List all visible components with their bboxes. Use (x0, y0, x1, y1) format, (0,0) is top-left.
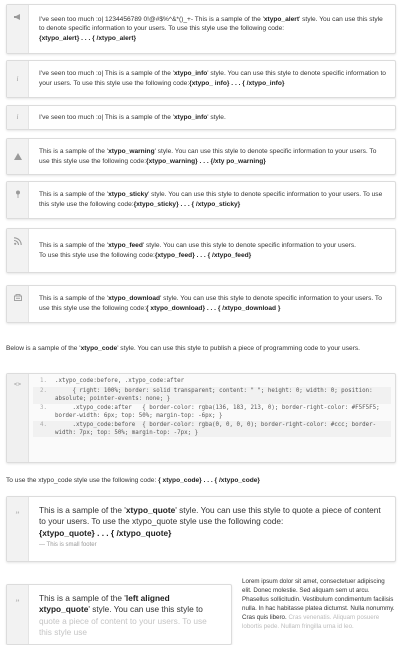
feed-code: {xtypo_feed} . . . { /xtypo_feed} (154, 251, 252, 259)
info-text: I've seen too much :o| This is a sample of the 'xtypo_info' style. You can use this style to denote specific information to your users. To use this style use the following code:{xtypo_ info} . . . { /xtypo_info} (39, 70, 386, 87)
code-intro: Below is a sample of the 'xtypo_code' style. You can use this style to publish a piece of programming code to your users. (6, 345, 361, 352)
download-box (6, 285, 396, 323)
megaphone-icon (7, 5, 29, 53)
left-quote-text: This is a sample of the 'left aligned xtypo_quote' style. You can use this style to quote a piece of content to your users. To use this style use (39, 593, 207, 638)
download-code: { xtypo_download} . . . { /xtypo_download } (146, 305, 281, 312)
quote-box (6, 496, 396, 562)
code-line (33, 421, 391, 438)
feed-box (6, 228, 396, 273)
warning-code: {xtypo_warning} . . . {/xty po_warning} (146, 157, 266, 165)
left-quote-box (6, 584, 232, 645)
warning-box (6, 138, 396, 175)
info-box (6, 60, 396, 98)
info-code: {xtypo_ info} . . . { /xtypo_info} (189, 80, 285, 87)
code-block (6, 373, 396, 463)
code-line (33, 387, 391, 404)
quote-footer: — This is small footer (39, 542, 97, 549)
alert-text: I've seen too much :o| 1234456789 0!@#$%^&*()_+- This is a sample of the 'xtypo_alert' style. You can use this style to denote specific information to your users. To use this style use the following code: {xtypo_alert} . . . { /xtypo_alert} (39, 15, 383, 42)
quote-text: This is a sample of the 'xtypo_quote' style. You can use this style to quote a piece of content to your users. To use the xtypo_quote style use the following code: {xtypo_quote} . . . { /xtypo_quote} — This is small footer (29, 497, 395, 561)
alert-box (6, 4, 396, 54)
code-line-number: 4. (40, 421, 47, 428)
code-line-text: .xtypo_code:after { border-color: rgba(136, 183, 213, 0); border-right-color: #F5F5F5; border-width: 6px; top: 50%; margin-top: -6px; } (55, 404, 384, 420)
lorem-text: Lorem ipsum dolor sit amet, consectetuer adipiscing elit. Donec molestie. Sed aliquam sem ut arcu. Phasellus sollicitudin. Vestibulum condimentum facilisis nulla. In hac habitasse platea dictumst. Nulla nonummy. Cras quis libero. Cras venenatis. Aliquam posuere lobortis pede. Nullam fringilla urna id leo. (242, 578, 395, 630)
code-lines (29, 374, 395, 462)
sticky-box (6, 181, 396, 219)
code-line-number: 2. (40, 388, 47, 394)
code-icon: <> (7, 374, 29, 462)
sticky-code: {xtypo_sticky} . . . { /xtypo_sticky} (133, 201, 241, 208)
alert-code: {xtypo_alert} . . . { /xtypo_alert} (39, 34, 137, 42)
code-line-number: 3. (40, 404, 47, 411)
download-icon (7, 286, 29, 322)
code-line-number: 1. (40, 378, 47, 384)
info-box-short (6, 105, 396, 130)
code-usage: To use the xtypo_code style use the following code: { xtypo_code} . . . { /xtypo_code} (6, 477, 260, 484)
warning-text: This is a sample of the 'xtypo_warning' style. You can use this style to denote specific information to your users. To use this style use the following code:{xtypo_warning} . . . {/xty po_warning} (39, 147, 377, 165)
code-line-text: .xtypo_code:before { border-color: rgba(0, 0, 0, 0); border-right-color: #ccc; border-width: 7px; top: 50%; margin-top: -7px; } (55, 421, 377, 436)
code-line-text: .xtypo_code:before, .xtypo_code:after (55, 378, 185, 384)
code-line (33, 404, 391, 421)
feed-text: This is a sample of the 'xtypo_feed' style. You can use this style to denote specific information to your users. To use this style use the following code:{xtypo_feed} . . . { /xtypo_feed} (39, 241, 356, 259)
pin-icon (7, 182, 29, 218)
code-line-text: { right: 100%; border: solid transparent; content: " "; height: 0; width: 0; position: absolute; pointer-events: none; } (55, 388, 377, 403)
code-line (33, 377, 391, 387)
quote-code: {xtypo_quote} . . . { /xtypo_quote} (39, 527, 172, 538)
sticky-text: This is a sample of the 'xtypo_sticky' style. You can use this style to denote specific information to your users. To use this style use the following code:{xtypo_sticky} . . . { /xtypo_sticky} (39, 191, 383, 208)
info-short-text: I've seen too much :o| This is a sample of the 'xtypo_info' style. (39, 113, 226, 121)
info-icon: i (7, 61, 29, 97)
quote-icon: ” (7, 497, 29, 561)
quote-icon: ” (7, 585, 29, 644)
download-text: This is a sample of the 'xtypo_download' style. You can use this style to denote specific information to your users. To use this style use the following code:{ xtypo_download} . . . { /xtypo_download } (39, 295, 382, 312)
info-icon: i (7, 106, 29, 129)
warning-icon (7, 139, 29, 174)
rss-icon (7, 229, 29, 272)
